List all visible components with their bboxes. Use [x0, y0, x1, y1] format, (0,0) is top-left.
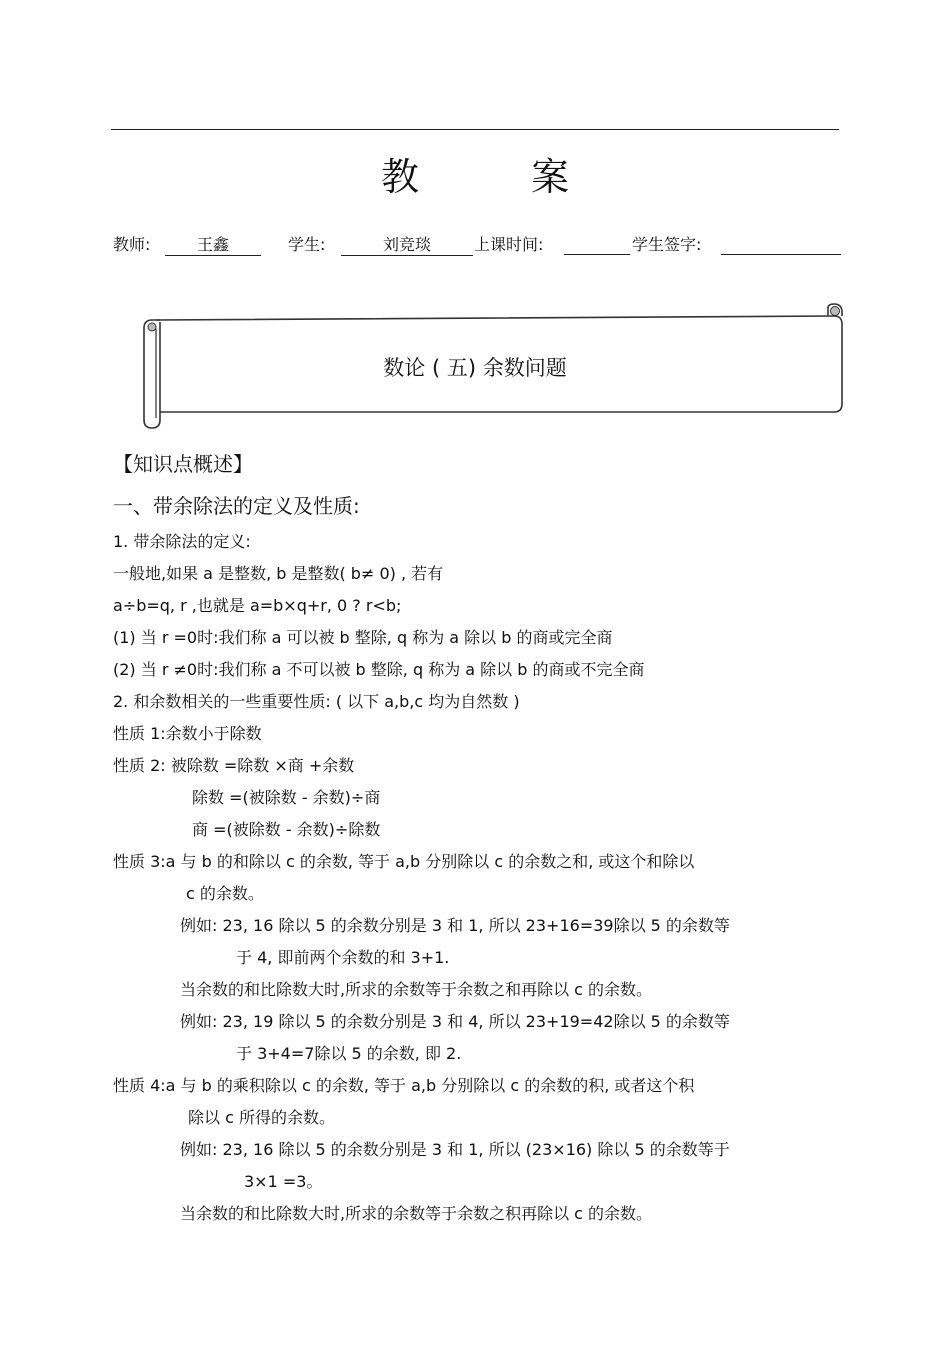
teacher-label: 教师: — [113, 235, 151, 254]
student-name-field — [341, 232, 473, 256]
property-4-example-line-1: 例如: 23, 16 除以 5 的余数分别是 3 和 1, 所以 (23×16) 除以 5 的余数等于 — [180, 1140, 730, 1159]
properties-heading: 2. 和余数相关的一些重要性质: ( 以下 a,b,c 均为自然数 ) — [113, 692, 520, 711]
property-3-example-1-line-2: 于 4, 即前两个余数的和 3+1. — [236, 948, 450, 967]
property-1: 性质 1:余数小于除数 — [113, 724, 262, 743]
definition-heading: 1. 带余除法的定义: — [113, 532, 251, 551]
property-3-line-1: 性质 3:a 与 b 的和除以 c 的余数, 等于 a,b 分别除以 c 的余数之和, 或这个和除以 — [113, 852, 695, 871]
page-title: 教 案 — [380, 155, 620, 199]
property-3-example-2-line-1: 例如: 23, 19 除以 5 的余数分别是 3 和 4, 所以 23+19=42除以 5 的余数等 — [180, 1012, 730, 1031]
section1-heading: 一、带余除法的定义及性质: — [113, 494, 360, 518]
student-name: 刘竞琰 — [382, 235, 431, 254]
time-field — [564, 232, 630, 255]
property-3-example-1-line-1: 例如: 23, 16 除以 5 的余数分别是 3 和 1, 所以 23+16=39除以 5 的余数等 — [180, 916, 730, 935]
teacher-name-field — [165, 232, 261, 256]
property-3-line-2: c 的余数。 — [186, 884, 264, 903]
property-4-line-2: 除以 c 所得的余数。 — [188, 1108, 335, 1127]
definition-line-2: a÷b=q, r ,也就是 a=b×q+r, 0 ? r<b; — [113, 596, 402, 615]
property-2-line-1: 性质 2: 被除数 =除数 ×商 +余数 — [113, 756, 355, 775]
sign-value — [721, 232, 841, 250]
banner-title: 数论 ( 五) 余数问题 — [383, 356, 567, 380]
teacher-name: 王鑫 — [196, 235, 229, 254]
sign-field — [721, 232, 841, 255]
property-2-line-3: 商 =(被除数 - 余数)÷除数 — [192, 820, 381, 839]
header-rule — [111, 129, 839, 130]
time-value — [564, 232, 630, 250]
property-4-line-1: 性质 4:a 与 b 的乘积除以 c 的余数, 等于 a,b 分别除以 c 的余数的积, 或者这个积 — [113, 1076, 695, 1095]
property-3-note: 当余数的和比除数大时,所求的余数等于余数之和再除以 c 的余数。 — [180, 980, 653, 999]
property-2-line-2: 除数 =(被除数 - 余数)÷商 — [192, 788, 381, 807]
time-label: 上课时间: — [474, 235, 544, 254]
overview-heading: 【知识点概述】 — [113, 452, 253, 476]
property-4-example-line-2: 3×1 =3。 — [244, 1172, 323, 1191]
property-3-example-2-line-2: 于 3+4=7除以 5 的余数, 即 2. — [236, 1044, 462, 1063]
student-label: 学生: — [288, 235, 326, 254]
case-not-divisible: (2) 当 r ≠0时:我们称 a 不可以被 b 整除, q 称为 a 除以 b 的商或不完全商 — [113, 660, 645, 679]
property-4-note: 当余数的和比除数大时,所求的余数等于余数之积再除以 c 的余数。 — [180, 1204, 653, 1223]
definition-line-1: 一般地,如果 a 是整数, b 是整数( b≠ 0) , 若有 — [113, 564, 444, 583]
sign-label: 学生签字: — [632, 235, 702, 254]
case-divisible: (1) 当 r =0时:我们称 a 可以被 b 整除, q 称为 a 除以 b 的商或完全商 — [113, 628, 613, 647]
